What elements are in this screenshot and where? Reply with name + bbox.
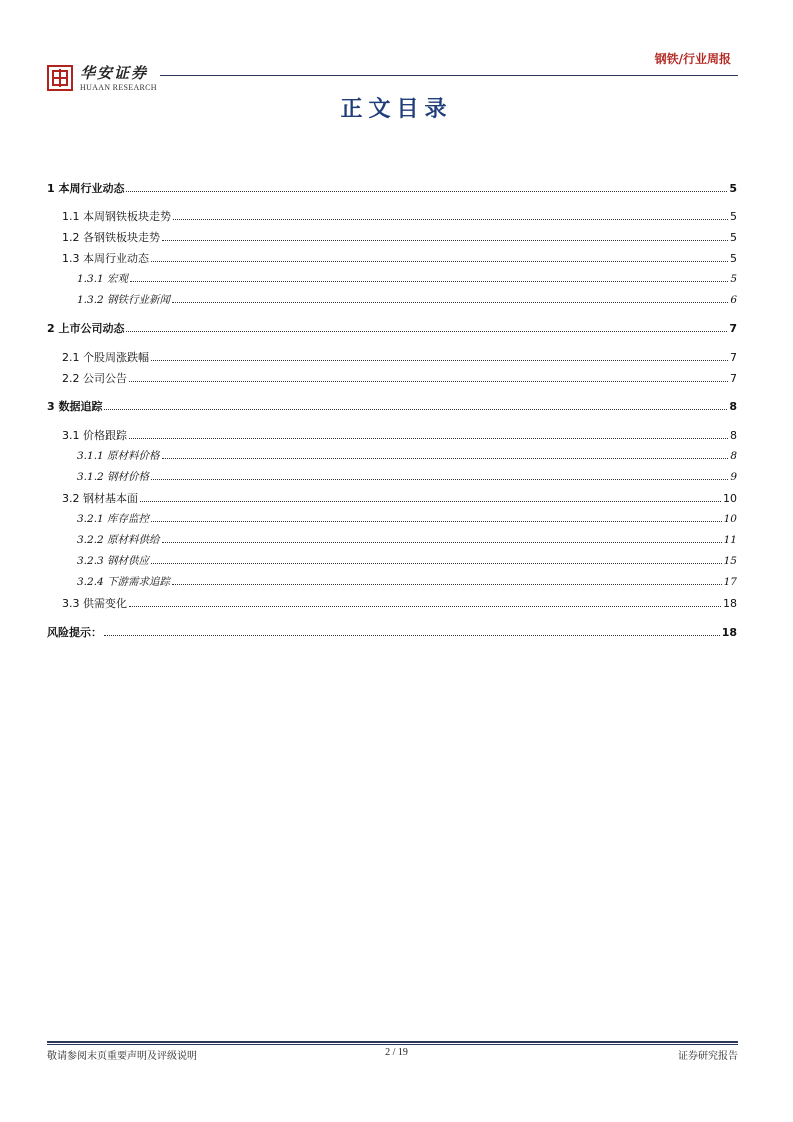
toc-entry-page: 11 [723, 534, 737, 546]
toc-entry-page: 8 [730, 429, 737, 442]
toc-leader-dots [162, 450, 729, 459]
toc-entry-label: 3.2 钢材基本面 [62, 492, 138, 505]
header-divider [160, 75, 738, 76]
toc-entry-label: 3.2.4 下游需求追踪 [77, 576, 171, 588]
toc-entry-label: 2.2 公司公告 [62, 372, 127, 385]
brand-name-en: HUAAN RESEARCH [80, 83, 157, 92]
brand-name-cn: 华安证券 [80, 64, 149, 82]
footer-divider [47, 1041, 738, 1043]
toc-entry[interactable] [62, 427, 737, 443]
footer-report-label: 证券研究报告 [678, 1051, 738, 1062]
toc-entry-page: 7 [729, 322, 737, 335]
toc-entry[interactable] [77, 448, 737, 463]
toc-leader-dots [151, 471, 728, 480]
toc-entry[interactable] [62, 229, 737, 245]
toc-entry[interactable] [47, 320, 737, 336]
toc-entry-label: 2 上市公司动态 [47, 322, 125, 335]
toc-leader-dots [129, 430, 728, 439]
toc-leader-dots [104, 401, 727, 410]
toc-entry-label: 3.1 价格跟踪 [62, 429, 127, 442]
toc-entry[interactable] [77, 292, 737, 307]
toc-entry-page: 5 [730, 210, 737, 223]
toc-leader-dots [172, 576, 722, 585]
toc-entry-label: 3.2.1 库存监控 [77, 513, 150, 525]
toc-entry[interactable] [62, 349, 737, 365]
toc-entry[interactable] [62, 370, 737, 386]
toc-entry[interactable] [47, 180, 737, 196]
toc-entry-page: 10 [723, 513, 737, 525]
toc-entry-label: 3 数据追踪 [47, 400, 103, 413]
toc-entry-label: 1.2 各钢铁板块走势 [62, 231, 160, 244]
toc-entry[interactable] [62, 250, 737, 266]
toc-leader-dots [126, 183, 727, 192]
toc-leader-dots [129, 598, 721, 607]
toc-entry-page: 8 [730, 450, 737, 462]
toc-entry-page: 17 [723, 576, 737, 588]
footer-divider-thin [47, 1044, 738, 1045]
toc-leader-dots [151, 352, 728, 361]
toc-entry-page: 5 [730, 273, 737, 285]
toc-leader-dots [140, 493, 721, 502]
toc-leader-dots [104, 627, 720, 636]
toc-leader-dots [151, 513, 722, 522]
toc-entry-page: 7 [730, 351, 737, 364]
toc-entry-page: 5 [730, 252, 737, 265]
huaan-logo-icon [47, 65, 73, 91]
toc-entry-label: 3.1.2 钢材价格 [77, 471, 150, 483]
toc-leader-dots [151, 253, 728, 262]
toc-entry[interactable] [62, 595, 737, 611]
toc-entry[interactable] [47, 398, 737, 414]
toc-entry-page: 9 [730, 471, 737, 483]
toc-entry[interactable] [62, 490, 737, 506]
toc-leader-dots [151, 555, 722, 564]
page-header [0, 0, 793, 100]
toc-entry-label: 1.3 本周行业动态 [62, 252, 149, 265]
toc-entry[interactable] [77, 511, 737, 526]
toc-entry-page: 8 [729, 400, 737, 413]
toc-entry-page: 6 [730, 294, 737, 306]
toc-entry-label: 2.1 个股周涨跌幅 [62, 351, 149, 364]
toc-title: 正文目录 [340, 96, 453, 122]
toc-entry-label: 3.2.2 原材料供给 [77, 534, 160, 546]
toc-entry-label: 1.1 本周钢铁板块走势 [62, 210, 171, 223]
toc-entry-label: 1.3.1 宏观 [77, 273, 129, 285]
report-type: 钢铁/行业周报 [654, 52, 731, 66]
toc-entry-page: 7 [730, 372, 737, 385]
toc-entry[interactable] [77, 574, 737, 589]
toc-entry-label: 3.1.1 原材料价格 [77, 450, 160, 462]
toc-entry[interactable] [77, 469, 737, 484]
toc-entry-label: 3.2.3 钢材供应 [77, 555, 150, 567]
toc-leader-dots [172, 294, 728, 303]
toc-leader-dots [126, 323, 727, 332]
toc-entry-label: 1 本周行业动态 [47, 182, 125, 195]
toc-leader-dots [173, 211, 728, 220]
toc-leader-dots [162, 232, 728, 241]
toc-leader-dots [162, 534, 722, 543]
toc-entry-label: 3.3 供需变化 [62, 597, 127, 610]
toc-entry[interactable] [62, 208, 737, 224]
toc-entry-page: 5 [729, 182, 737, 195]
toc-entry[interactable] [47, 624, 737, 640]
footer-disclaimer: 敬请参阅末页重要声明及评级说明 [47, 1051, 197, 1062]
toc-entry-page: 18 [723, 597, 737, 610]
toc-entry[interactable] [77, 553, 737, 568]
toc-entry-label: 风险提示： [47, 626, 102, 639]
toc-entry[interactable] [77, 532, 737, 547]
toc-leader-dots [130, 273, 728, 282]
page-number: 2 / 19 [385, 1047, 408, 1058]
toc-entry-page: 15 [723, 555, 737, 567]
toc-entry-label: 1.3.2 钢铁行业新闻 [77, 294, 171, 306]
toc-entry-page: 18 [721, 626, 737, 639]
toc-leader-dots [129, 373, 728, 382]
toc-entry-page: 5 [730, 231, 737, 244]
toc-entry-page: 10 [723, 492, 737, 505]
toc-entry[interactable] [77, 271, 737, 286]
